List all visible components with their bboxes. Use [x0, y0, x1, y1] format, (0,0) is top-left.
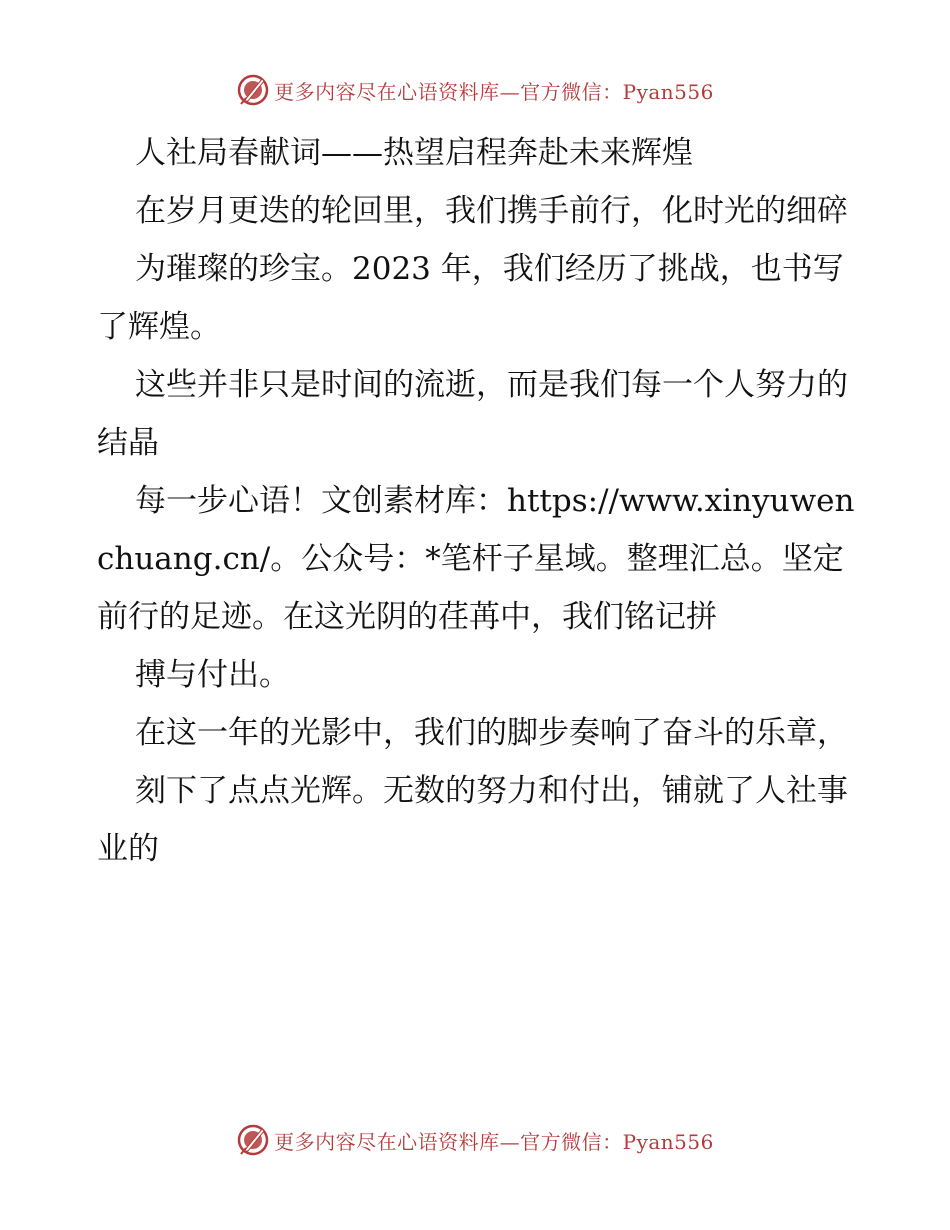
paragraph: 在岁月更迭的轮回里，我们携手前行，化时光的细碎	[135, 193, 848, 229]
paragraph: 在这一年的光影中，我们的脚步奏响了奋斗的乐章，	[135, 715, 848, 751]
document-title: 人社局春献词——热望启程奔赴未来辉煌	[135, 135, 693, 171]
footer-banner	[0, 1120, 950, 1160]
paragraph: 为璀璨的珍宝。2023 年，我们经历了挑战，也书写了辉煌。	[97, 251, 844, 345]
paragraph: 刻下了点点光辉。无数的努力和付出，铺就了人社事业的	[97, 773, 848, 867]
header-banner-text: 更多内容尽在心语资料库—官方微信：Pyan556	[274, 79, 714, 104]
paragraph: 这些并非只是时间的流逝，而是我们每一个人努力的结晶	[97, 367, 848, 461]
quill-pen-logo-icon	[236, 1123, 270, 1157]
paragraph: 搏与付出。	[135, 657, 290, 693]
footer-banner-text: 更多内容尽在心语资料库—官方微信：Pyan556	[274, 1129, 714, 1154]
quill-pen-logo-icon	[236, 73, 270, 107]
paragraph: 每一步心语！文创素材库：https://www.xinyuwenchuang.cn/。公众号：*笔杆子星域。整理汇总。坚定前行的足迹。在这光阴的荏苒中，我们铭记拼	[97, 483, 855, 635]
header-banner	[0, 70, 950, 110]
document-body	[97, 124, 857, 878]
